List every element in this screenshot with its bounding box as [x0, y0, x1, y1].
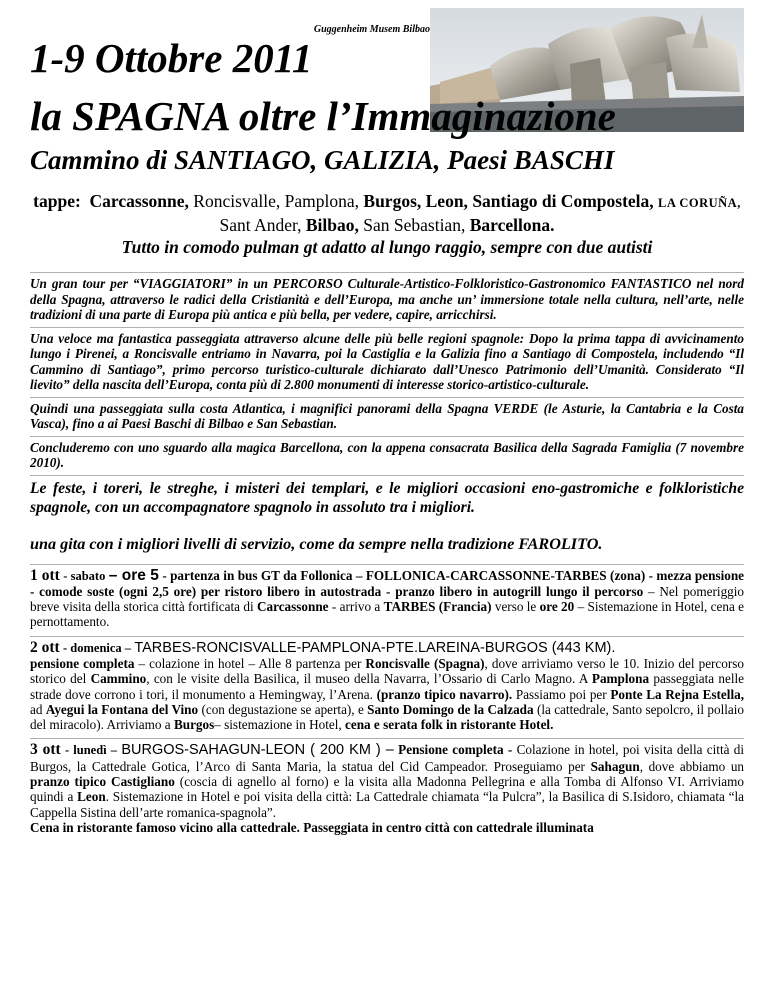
day-2-text-4: passeggiata nelle strade dove corrono i tori, il monumento a Hemingway, l’Arena.: [30, 671, 745, 702]
day-2-cammino: Cammino: [90, 671, 147, 687]
tappe-block: [30, 190, 744, 258]
day-2-santo-domingo: Santo Domingo de la Calzada: [367, 701, 534, 717]
day-3-cena: Cena in ristorante famoso vicino alla cattedrale. Passeggiata in centro città con cattedrale illuminata: [30, 819, 594, 835]
day-3-num: 3 ott: [30, 741, 61, 759]
day-2-burgos: Burgos: [173, 717, 215, 733]
day-2-text-2: , dove arriviamo verso le 10. Inizio del percorso storico del: [30, 655, 744, 687]
day-1-text-3: verso le: [494, 599, 537, 615]
day-2-text-10: – sistemazione in Hotel,: [214, 717, 342, 733]
intro-paragraph-5: Le feste, i toreri, le streghe, i misteri dei templari, e le migliori occasioni eno-gastromiche e folkloristiche spagnole, con un accompagnatore spagnolo in assoluto tra i migliori.: [30, 475, 744, 517]
day-1-carcassonne: Carcassonne: [256, 599, 329, 615]
stop-sant-ander: Sant Ander,: [219, 215, 302, 235]
day-2-text-7: (con degustazione se aperta), e: [201, 701, 364, 717]
day-2-ponte-la-rejna: Ponte La Rejna Estella,: [610, 686, 745, 702]
stop-bilbao: Bilbao,: [305, 215, 359, 235]
pulman-note: Tutto in comodo pulman gt adatto al lungo raggio, sempre con due autisti: [121, 237, 653, 257]
day-1-text-1: – Nel pomeriggio breve visita della storica città fortificata di: [30, 583, 745, 615]
day-2-text-9: Arriviamo a: [106, 717, 171, 733]
day-1-num: 1 ott: [30, 566, 60, 584]
stop-leon: Leon,: [425, 191, 468, 211]
day-3-pranzo: pranzo tipico Castigliano: [30, 774, 175, 790]
title-dates: 1-9 Ottobre 2011: [30, 35, 313, 81]
day-2-text-8: (la cattedrale, Santo sepolcro, il pollaio del miracolo).: [30, 701, 745, 733]
day-3-sahagun: Sahagun: [590, 758, 640, 774]
day-1-partenza: - partenza in bus GT da Follonica – FOLLONICA-CARCASSONNE-TARBES: [162, 567, 607, 583]
stop-carcassonne: Carcassonne,: [89, 191, 189, 211]
day-2-pensione: pensione completa: [30, 655, 135, 671]
day-3-text-4: . Sistemazione in Hotel e poi visita della città: La Cattedrale chiamata “la Pulcra”, la Basilica di S.Isidoro, chiamata “la Cappella Sistina dell’arte romanica-spagnola”.: [30, 789, 744, 820]
day-3-pensione: Pensione completa -: [398, 742, 513, 758]
stop-burgos: Burgos,: [363, 191, 422, 211]
day-1-tarbes: TARBES (Francia): [383, 599, 492, 615]
day-2-cena: cena e serata folk in ristorante Hotel.: [345, 717, 554, 733]
stop-roncisvalle: Roncisvalle,: [193, 191, 281, 211]
day-2-route: TARBES-RONCISVALLE-PAMPLONA-PTE.LAREINA-BURGOS (443 KM).: [134, 639, 616, 656]
tappe-line-1: [30, 190, 744, 236]
day-2-text-3: , con le visite della Basilica, il museo della Navarra, l’Ossario di Carlo Magno. A: [146, 671, 588, 687]
tappe-label: tappe:: [33, 191, 81, 211]
day-2-text-5: Passiamo poi per: [515, 686, 607, 702]
day-2-pamplona: Pamplona: [591, 671, 650, 687]
day-1: [30, 564, 744, 630]
day-2-roncisvalle: Roncisvalle (Spagna): [365, 655, 485, 671]
day-1-text-4: – Sistemazione in Hotel, cena e pernottamento.: [30, 599, 745, 630]
day-3-dow: - lunedì –: [65, 743, 118, 758]
stop-san-sebastian: San Sebastian,: [363, 215, 466, 235]
intro-paragraph-1: Un gran tour per “VIAGGIATORI” in un PERCORSO Culturale-Artistico-Folkloristico-Gastronomico FANTASTICO nel nord della Spagna, attraverso le radici della Cristianità e dell’Europa, ma anche un’ immersione totale nella cultura, nell’arte, nelle tradizioni di una parte di Europa più antica e più bella, per vedere, capire, arricchirsi.: [30, 272, 744, 323]
day-3: [30, 738, 744, 835]
day-3-text-1: Colazione in hotel, poi visita della città di Burgos, la Cattedrale Gotica, l’Arco di Santa Maria, la statua del Cid Campeador. Proseguiamo per: [30, 742, 745, 774]
day-3-text-3: (coscia di agnello al forno) e la visita alla Madonna Pellegrina e alla Tomba di Alfonso VI. Arriviamo quindi a: [30, 774, 745, 805]
intro-paragraph-2: Una veloce ma fantastica passeggiata attraverso alcune delle più belle regioni spagnole: Dopo la prima tappa di avvicinamento lungo i Pirenei, a Roncisvalle entriamo in Navarra, poi la Castiglia e la Galizia fino a Santiago di Compostela, includendo “Il Cammino di Santiago”, primo percorso turistico-culturale dichiarato dall’Unesco Patrimonio dell’Umanità. Considerato “Il lievito” della nascita dell’Europa, conta più di 2.800 monumenti di interesse storico-artistico-culturale.: [30, 327, 744, 393]
stop-santiago: Santiago di Compostela,: [472, 191, 654, 211]
day-2: [30, 636, 744, 733]
intro-paragraph-3: Quindi una passeggiata sulla costa Atlantica, i magnifici panorami della Spagna VERDE (le Asturie, la Cantabria e la Costa Vasca), fino a ai Paesi Baschi di Bilbao e San Sebastian.: [30, 397, 744, 432]
day-3-leon: Leon: [77, 789, 106, 805]
day-1-dow: - sabato: [63, 568, 106, 583]
stop-barcellona: Barcellona.: [469, 215, 555, 235]
day-2-text-1: – colazione in hotel – Alle 8 partenza per: [138, 655, 362, 671]
day-1-ore-20: ore 20: [539, 599, 575, 615]
stop-la-coruna: LA CORUÑA,: [658, 196, 741, 210]
day-2-ayegui: Ayegui la Fontana del Vino: [45, 701, 199, 717]
day-3-route: BURGOS-SAHAGUN-LEON ( 200 KM ) –: [121, 742, 394, 759]
intro-paragraph-4: Concluderemo con uno sguardo alla magica Barcellona, con la appena consacrata Basilica della Sagrada Famiglia (7 novembre 2010).: [30, 436, 744, 471]
day-2-text-6: ad: [30, 701, 43, 717]
day-1-text-2: - arrivo a: [331, 599, 381, 615]
day-1-ore: – ore 5: [108, 566, 159, 584]
day-2-pranzo: (pranzo tipico navarro).: [376, 686, 513, 702]
day-2-num: 2 ott: [30, 638, 60, 656]
itinerary-body: [30, 272, 744, 841]
title-spagna: la SPAGNA oltre l’Immaginazione: [30, 93, 616, 139]
subtitle-regions: Cammino di SANTIAGO, GALIZIA, Paesi BASCHI: [30, 145, 615, 175]
stop-pamplona: Pamplona,: [284, 191, 360, 211]
photo-caption: Guggenheim Musem Bilbao: [313, 24, 430, 35]
day-2-dow: - domenica –: [63, 640, 132, 655]
day-3-text-2: , dove abbiamo un: [639, 758, 745, 774]
day-1-details: (zona) - mezza pensione - comode soste (ogni 2,5 ore) per ristoro libero in autostrada - pranzo libero in autogrill lungo il percorso: [30, 567, 745, 599]
intro-paragraph-6: una gita con i migliori livelli di servizio, come da sempre nella tradizione FAROLITO.: [30, 534, 603, 553]
